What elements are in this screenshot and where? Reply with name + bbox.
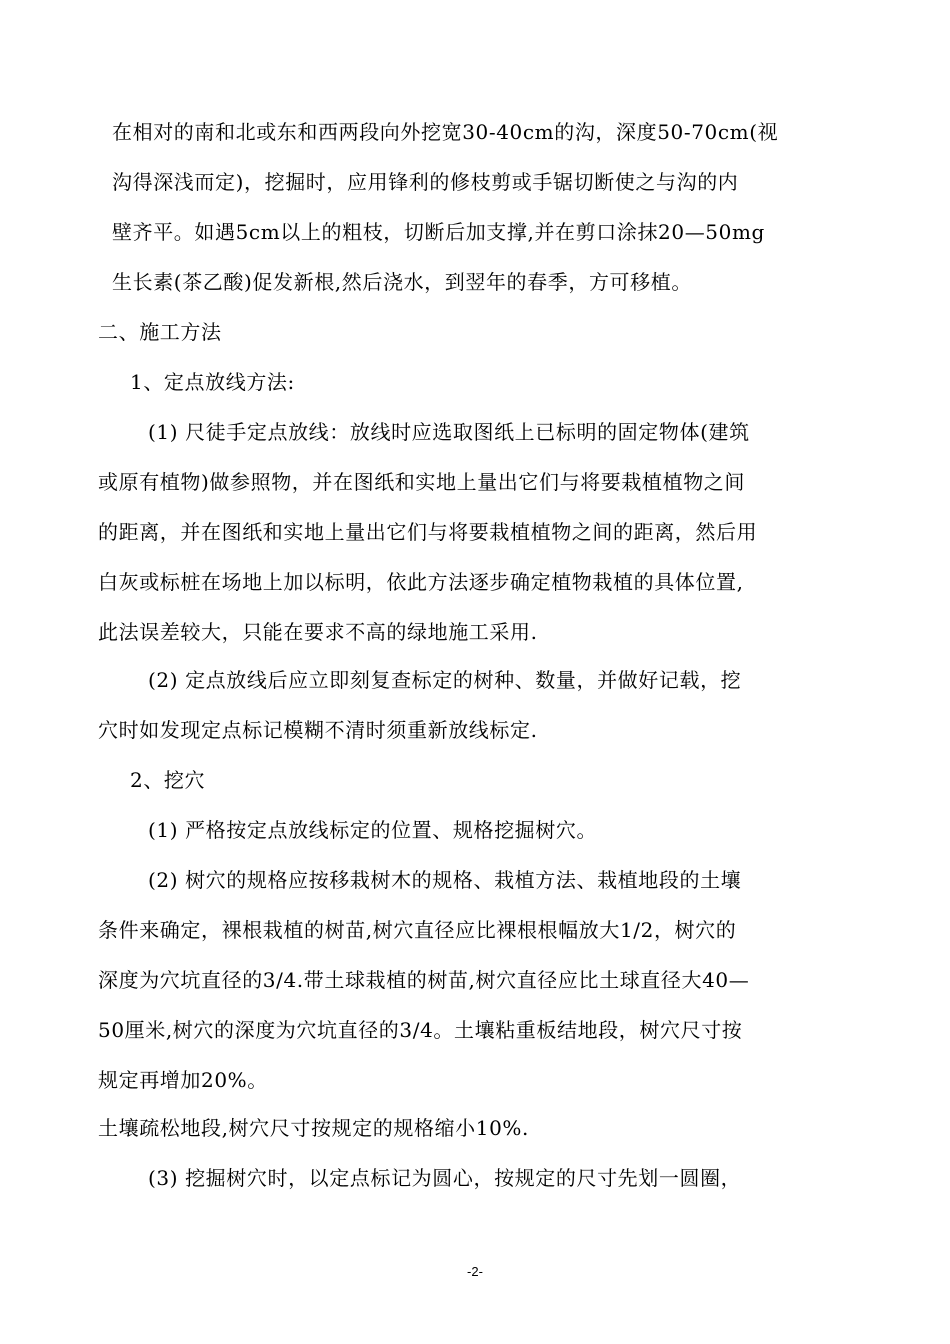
page-number: -2-: [467, 1264, 483, 1279]
text-line: 此法误差较大，只能在要求不高的绿地施工采用.: [98, 620, 538, 644]
text-line: (1) 严格按定点放线标定的位置、规格挖掘树穴。: [148, 818, 598, 842]
text-line: 土壤疏松地段,树穴尺寸按规定的规格缩小10%.: [98, 1116, 529, 1140]
text-line: 条件来确定，裸根栽植的树苗,树穴直径应比裸根根幅放大1/2，树穴的: [98, 918, 737, 942]
text-line: 规定再增加20%。: [98, 1068, 268, 1092]
subsection-heading: 1、定点放线方法:: [130, 370, 295, 394]
text-line: 在相对的南和北或东和西两段向外挖宽30-40cm的沟，深度50-70cm(视: [112, 120, 779, 144]
text-line: (2) 树穴的规格应按移栽树木的规格、栽植方法、栽植地段的土壤: [148, 868, 742, 892]
text-line: (1) 尺徒手定点放线：放线时应选取图纸上已标明的固定物体(建筑: [148, 420, 750, 444]
text-line: 的距离，并在图纸和实地上量出它们与将要栽植植物之间的距离，然后用: [98, 520, 758, 544]
text-line: 白灰或标桩在场地上加以标明，依此方法逐步确定植物栽植的具体位置,: [98, 570, 744, 594]
section-heading: 二、施工方法: [98, 320, 222, 344]
text-line: 沟得深浅而定)，挖掘时，应用锋利的修枝剪或手锯切断使之与沟的内: [112, 170, 739, 194]
text-line: 或原有植物)做参照物，并在图纸和实地上量出它们与将要栽植植物之间: [98, 470, 746, 494]
subsection-heading: 2、挖穴: [130, 768, 206, 792]
text-line: (3) 挖掘树穴时，以定点标记为圆心，按规定的尺寸先划一圆圈，: [148, 1166, 742, 1190]
text-line: 50厘米,树穴的深度为穴坑直径的3/4。土壤粘重板结地段，树穴尺寸按: [98, 1018, 743, 1042]
text-line: 生长素(茶乙酸)促发新根,然后浇水，到翌年的春季，方可移植。: [112, 270, 692, 294]
text-line: 深度为穴坑直径的3/4.带土球栽植的树苗,树穴直径应比土球直径大40—: [98, 968, 750, 992]
text-line: 穴时如发现定点标记模糊不清时须重新放线标定.: [98, 718, 538, 742]
text-line: (2) 定点放线后应立即刻复查标定的树种、数量，并做好记载，挖: [148, 668, 742, 692]
text-line: 壁齐平。如遇5cm以上的粗枝，切断后加支撑,并在剪口涂抹20—50mg: [112, 220, 765, 244]
